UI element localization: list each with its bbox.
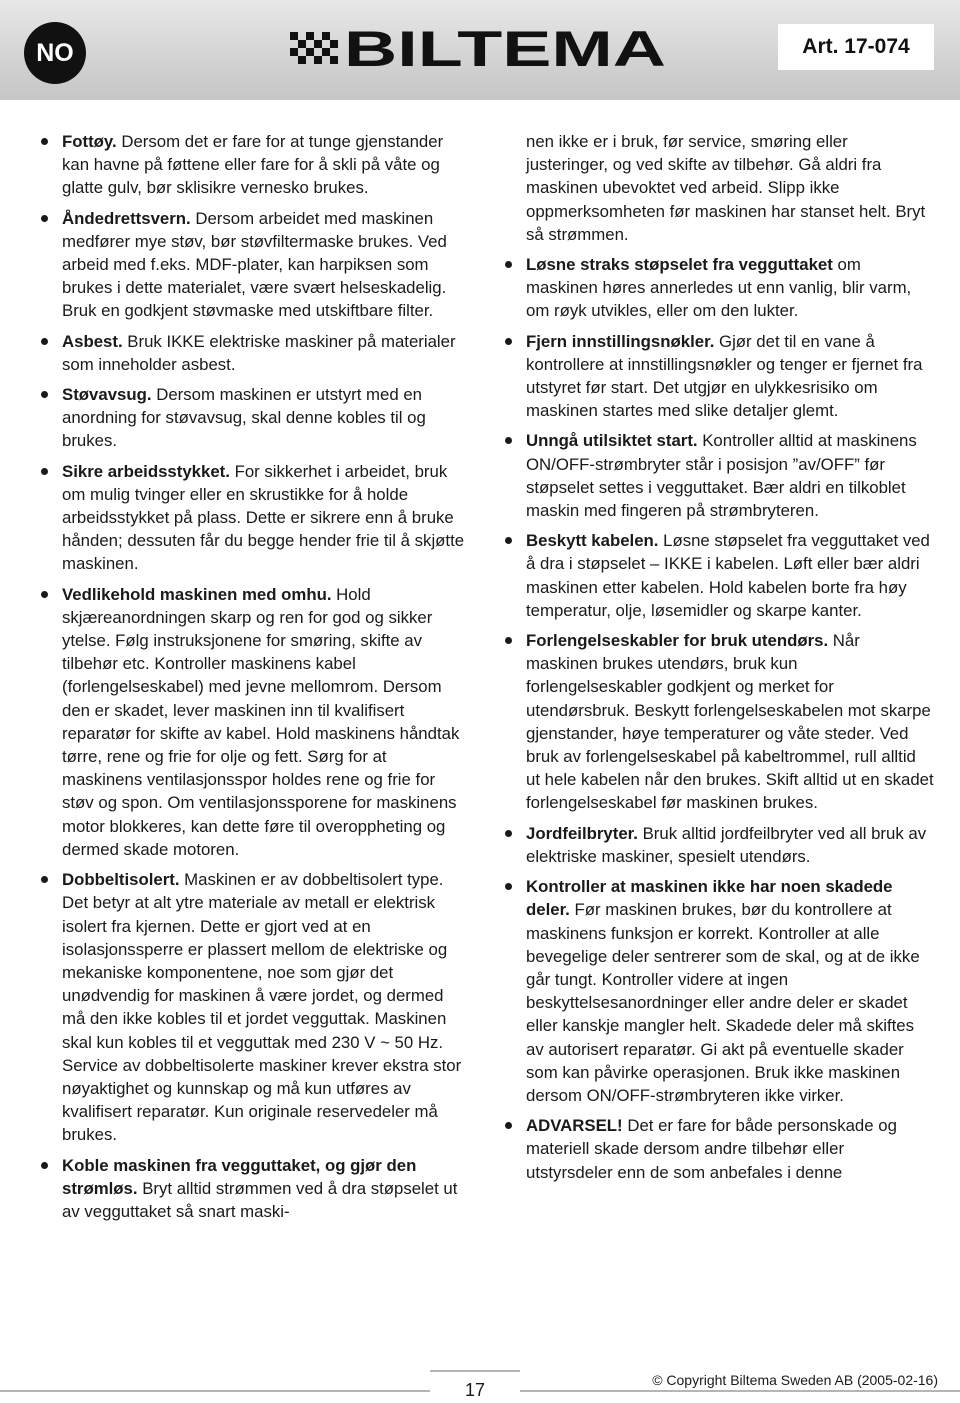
bullet-heading: ADVARSEL! bbox=[526, 1116, 623, 1136]
article-number: Art. 17-074 bbox=[778, 24, 934, 70]
bullet-heading: Beskytt kabelen. bbox=[526, 531, 659, 551]
continued-paragraph: nen ikke er i bruk, før service, smøring eller justeringer, og ved skifte av tilbehør. Gå aldri fra maskinen ubevoktet ved arbeid. Slipp ikke oppmerksomheten før maskinen har stanset helt. Bryt så strømmen. bbox=[526, 132, 926, 244]
bullet-heading: Løsne straks støpselet fra vegguttaket bbox=[526, 255, 833, 275]
biltema-logo bbox=[290, 18, 670, 76]
left-bullet-item bbox=[40, 583, 470, 861]
left-bullet-item bbox=[40, 207, 470, 323]
bullet-heading: Kontroller at maskinen ikke har noen skadede deler. bbox=[526, 877, 893, 920]
bullet-heading: Koble maskinen fra vegguttaket, og gjør den strømløs. bbox=[62, 1155, 417, 1198]
bullet-text: Bryt alltid strømmen ved å dra støpselet ut av vegguttaket så snart maski- bbox=[62, 1178, 458, 1221]
bullet-text: om maskinen høres annerledes ut enn vanlig, blir varm, om røyk utvikles, eller om den lukter. bbox=[526, 255, 912, 321]
bullet-text: Løsne støpselet fra vegguttaket ved å dra i støpselet – IKKE i kabelen. Løft eller bær aldri maskinen etter kabelen. Hold kabelen borte fra høy temperatur, olje, løsemidler og skarpe kanter. bbox=[526, 531, 930, 620]
footer-rule-left bbox=[0, 1390, 430, 1392]
left-column bbox=[40, 130, 470, 1230]
page-number: 17 bbox=[464, 1380, 486, 1400]
bullet-heading: Støvavsug. bbox=[62, 385, 152, 405]
right-bullet-item bbox=[504, 822, 934, 868]
bullet-heading: Unngå utilsiktet start. bbox=[526, 431, 698, 451]
header-bar bbox=[0, 0, 960, 100]
checkered-flag-icon bbox=[290, 32, 338, 64]
right-bullet-item bbox=[504, 629, 934, 815]
bullet-text: For sikkerhet i arbeidet, bruk om mulig tvinger eller en skrustikke for å holde arbeidsstykket på plass. Dette er sikrere enn å bruke hånden; dessuten får du begge hender frie til å skjøtte maskinen. bbox=[62, 461, 465, 574]
page-number-box bbox=[430, 1370, 520, 1403]
bullet-text: Gjør det til en vane å kontrollere at innstillingsnøkler og tenger er fjernet fra utstyret før start. Det utgjør en ulykkesrisiko om maskinen startes med slike detaljer glemt. bbox=[526, 331, 923, 421]
right-column bbox=[504, 130, 934, 1191]
language-badge: NO bbox=[24, 22, 86, 84]
bullet-text: Dersom det er fare for at tunge gjenstander kan havne på føttene eller fare for å skli på våte og glatte gulv, bør sklisikre vernesko brukes. bbox=[62, 132, 444, 198]
bullet-heading: Jordfeilbryter. bbox=[526, 823, 638, 843]
brand-text: BILTEMA bbox=[344, 21, 666, 76]
left-bullet-item bbox=[40, 1154, 470, 1224]
copyright-notice: © Copyright Biltema Sweden AB (2005-02-16) bbox=[652, 1372, 938, 1388]
bullet-text: Det er fare for både personskade og materiell skade dersom andre tilbehør eller utstyrsdeler enn de som anbefales i denne bbox=[526, 1116, 897, 1182]
right-bullet-item bbox=[504, 875, 934, 1107]
bullet-text: Før maskinen brukes, bør du kontrollere at maskinens funksjon er korrekt. Kontroller at alle bevegelige deler sentrerer som de skal, og at de ikke går tungt. Kontroller videre at ingen beskyttelsesanordninger eller andre deler er skadet eller kanskje mangler helt. Skadede deler må skiftes av autorisert reparatør. Gi akt på eventuelle skader som kan påvirke operasjonen. Bruk ikke maskinen dersom ON/OFF-strømbryteren ikke virker. bbox=[526, 900, 920, 1105]
bullet-text: Når maskinen brukes utendørs, bruk kun forlengelseskabler godkjent og merket for utendørsbruk. Beskytt forlengelseskabelen mot skarpe gjenstander, høye temperaturer og våte steder. Ved bruk av forlengelseskabel på kabeltrommel, rull alltid ut hele kabelen når den brukes. Skift alltid ut en skadet forlengelseskabel før maskinen brukes. bbox=[526, 631, 934, 813]
bullet-text: Bruk IKKE elektriske maskiner på materialer som inneholder asbest. bbox=[62, 331, 456, 374]
right-bullet-item bbox=[504, 330, 934, 423]
bullet-text: Bruk alltid jordfeilbryter ved all bruk av elektriske maskiner, spesielt utendørs. bbox=[526, 823, 927, 866]
bullet-heading: Vedlikehold maskinen med omhu. bbox=[62, 584, 332, 604]
bullet-heading: Sikre arbeidsstykket. bbox=[62, 461, 230, 481]
right-bullet-item bbox=[504, 529, 934, 622]
bullet-heading: Åndedrettsvern. bbox=[62, 208, 191, 228]
right-bullet-item bbox=[504, 253, 934, 323]
right-bullet-item bbox=[504, 1114, 934, 1184]
bullet-heading: Fottøy. bbox=[62, 132, 117, 151]
right-bullet-item bbox=[504, 429, 934, 522]
bullet-text: Maskinen er av dobbeltisolert type. Det betyr at alt ytre materiale av metall er elektrisk isolert fra kjernen. Dette er gjort ved at en isolasjonssperre er plassert mellom de elektriske og mekaniske komponentene, noe som gjør det unødvendig for maskinen å være jordet, og dermed må den ikke kobles til et jordet vegguttak. Maskinen skal kun kobles til et vegguttak med 230 V ~ 50 Hz. Service av dobbeltisolerte maskiner krever ekstra stor nøyaktighet og kunnskap og må kun utføres av kvalifisert reparatør. Kun originale reservedeler må brukes. bbox=[62, 870, 462, 1145]
bullet-text: Hold skjæreanordningen skarp og ren for god og sikker ytelse. Følg instruksjonene for smøring, skifte av tilbehør etc. Kontroller maskinens kabel (forlengelseskabel) med jevne mellomrom. Dersom den er skadet, lever maskinen inn til kvalifisert reparatør for skifte av kabel. Hold maskinens håndtak tørre, rene og frie for olje og fett. Sørg for at maskinens ventilasjonsspor holdes rene og frie for støv og spon. Om ventilasjonssporene for maskinens motor blokkeres, kan dette føre til overoppheting og dermed skade motoren. bbox=[62, 584, 460, 859]
bullet-text: Kontroller alltid at maskinens ON/OFF-strømbryter står i posisjon ”av/OFF” før støpselet settes i vegguttaket. Bær aldri en tilkoblet maskin med fingeren på strømbryteren. bbox=[526, 431, 917, 521]
left-bullet-item bbox=[40, 868, 470, 1146]
left-bullet-item bbox=[40, 460, 470, 576]
left-bullet-item bbox=[40, 383, 470, 453]
bullet-heading: Forlengelseskabler for bruk utendørs. bbox=[526, 631, 829, 651]
bullet-heading: Asbest. bbox=[62, 331, 123, 351]
bullet-heading: Dobbeltisolert. bbox=[62, 870, 180, 890]
bullet-text: Dersom arbeidet med maskinen medfører mye støv, bør støvfiltermaske brukes. Ved arbeid med f.eks. MDF-plater, kan harpiksen som brukes i dette materialet, være svært helseskadelig. Bruk en godkjent støvmaske med utskiftbare filter. bbox=[62, 208, 447, 321]
bullet-text: Dersom maskinen er utstyrt med en anordning for støvavsug, skal denne kobles til og brukes. bbox=[62, 385, 426, 451]
bullet-heading: Fjern innstillingsnøkler. bbox=[526, 331, 715, 351]
left-bullet-item bbox=[40, 130, 470, 200]
left-bullet-item bbox=[40, 330, 470, 376]
footer-rule-right bbox=[520, 1390, 960, 1392]
